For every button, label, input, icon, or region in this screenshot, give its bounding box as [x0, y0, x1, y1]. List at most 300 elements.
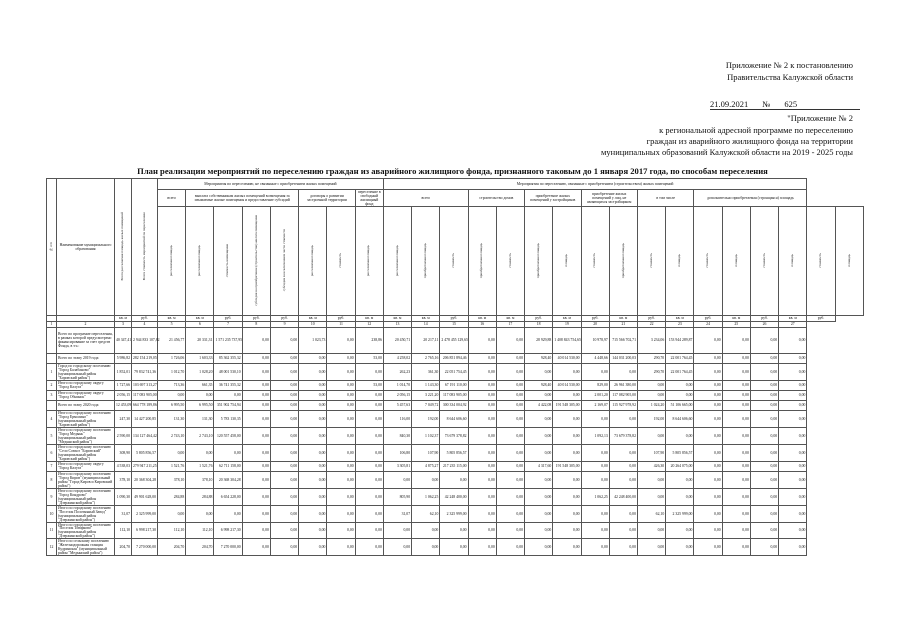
vcol-header-text: площадь: [677, 254, 682, 267]
row-number: 11: [47, 522, 57, 539]
table-row: [47, 461, 864, 471]
row-value: 0,00: [242, 522, 270, 539]
row-value: 0,00: [694, 505, 722, 522]
row-value: 106,80: [383, 444, 411, 461]
row-value: 0,00: [525, 363, 553, 380]
row-value: 2 001,20: [581, 390, 609, 400]
unit-cell: руб.: [637, 315, 665, 321]
row-value: 0,00: [496, 427, 524, 444]
col-total-cost-header-text: Всего стоимость мероприятий по переселению: [141, 212, 146, 281]
row-value: 204,70: [158, 539, 186, 556]
row-value: 40 347,41: [115, 327, 132, 353]
row-value: 0,00: [779, 539, 807, 556]
vcol-header: [355, 206, 383, 315]
vcol-header-text: стоимость: [592, 252, 597, 268]
row-value: 426,30: [637, 461, 665, 471]
row-value: 0,00: [355, 522, 383, 539]
row-value: 1 143,30: [412, 380, 440, 390]
row-value: 36 741 355,32: [214, 380, 242, 390]
row-value: 22 051 754,45: [440, 363, 468, 380]
row-value: 0,00: [553, 539, 581, 556]
row-value: 1 852,01: [115, 363, 132, 380]
row-number: 12: [47, 539, 57, 556]
col-num-header: [47, 179, 57, 316]
row-value: 107,90: [412, 444, 440, 461]
vcol-header-text: приобретаемая площадь: [422, 242, 427, 278]
row-value: 0,00: [581, 363, 609, 380]
row-value: 6 998 217,30: [132, 522, 158, 539]
column-number-cell: 24: [694, 321, 722, 327]
row-value: 0,00: [299, 539, 327, 556]
row-value: 40 014 530,00: [553, 380, 581, 390]
table-row: [47, 400, 864, 410]
unit-cell: кв. м: [186, 315, 214, 321]
row-value: 1 090,30: [115, 488, 132, 505]
row-value: 0,00: [581, 471, 609, 488]
unit-cell: кв. м: [299, 315, 327, 321]
row-value: 664 778 189,86: [132, 400, 158, 410]
row-value: 0,00: [637, 539, 665, 556]
row-value: 0,00: [779, 427, 807, 444]
row-value: 20 450,71: [383, 327, 411, 353]
row-value: 0,00: [694, 380, 722, 390]
row-value: 1 603,33: [186, 353, 214, 363]
column-number-cell: 12: [355, 321, 383, 327]
vcol-header-text: стоимость: [648, 252, 653, 268]
row-value: 0,00: [242, 488, 270, 505]
row-value: 0,00: [750, 461, 778, 471]
decree-number-label: №: [762, 99, 771, 109]
row-value: 0,00: [750, 327, 778, 353]
col-total-area-header: [115, 179, 132, 316]
row-value: 0,00: [270, 471, 298, 488]
row-value: 42 248 400,00: [609, 488, 637, 505]
row-value: 62 711 158,00: [214, 461, 242, 471]
row-value: 0,00: [525, 539, 553, 556]
vcol-header: [666, 206, 694, 315]
row-value: 0,00: [412, 471, 440, 488]
column-number-cell: 16: [468, 321, 496, 327]
row-value: 0,00: [722, 400, 750, 410]
row-value: 0,00: [242, 444, 270, 461]
row-value: 2 478 455 129,65: [440, 327, 468, 353]
row-value: 0,00: [186, 505, 214, 522]
unit-cell: кв. м: [158, 315, 186, 321]
row-value: 0,00: [270, 444, 298, 461]
row-value: 0,00: [750, 505, 778, 522]
row-value: 0,00: [666, 522, 694, 539]
row-value: 0,00: [779, 363, 807, 380]
row-value: 290,70: [637, 353, 665, 363]
row-value: 0,00: [694, 461, 722, 471]
row-value: 0,00: [355, 427, 383, 444]
row-value: 1 521,76: [186, 461, 214, 471]
vcol-header: [242, 206, 270, 315]
table-row: [47, 522, 864, 539]
row-value: 0,00: [779, 400, 807, 410]
row-value: 51 106 665,00: [666, 400, 694, 410]
row-value: 0,00: [553, 390, 581, 400]
row-value: 14 427 200,85: [132, 410, 158, 427]
column-number-cell: 18: [525, 321, 553, 327]
unit-cell: кв. м: [412, 315, 440, 321]
row-value: 20 368 304,28: [132, 471, 158, 488]
row-value: 0,00: [327, 427, 355, 444]
row-value: 0,00: [525, 390, 553, 400]
row-value: 0,00: [299, 505, 327, 522]
column-number-cell: 13: [383, 321, 411, 327]
row-value: 79 832 741,36: [132, 363, 158, 380]
row-value: 247,30: [115, 410, 132, 427]
unit-cell: руб.: [750, 315, 778, 321]
vcol-header: [722, 206, 750, 315]
row-value: 67 191 110,00: [440, 380, 468, 390]
unit-cell: руб.: [214, 315, 242, 321]
row-value: 0,00: [355, 400, 383, 410]
row-value: 131,30: [186, 410, 214, 427]
row-value: 0,00: [468, 461, 496, 471]
row-value: 0,00: [158, 505, 186, 522]
row-number: 3: [47, 390, 57, 400]
row-value: 0,00: [694, 444, 722, 461]
group-left-header: Мероприятия по переселению, не связанные с приобретением жилых помещений: [158, 179, 384, 190]
row-value: 0,00: [440, 522, 468, 539]
row-value: 0,00: [581, 410, 609, 427]
row-value: 0,00: [270, 488, 298, 505]
row-value: 0,00: [468, 471, 496, 488]
row-value: 7 270 000,00: [214, 539, 242, 556]
column-number-cell: 11: [327, 321, 355, 327]
row-number: [47, 400, 57, 410]
vcol-header: [186, 206, 214, 315]
vcol-header-text: площадь: [733, 254, 738, 267]
row-value: 2 944 833 107,82: [132, 327, 158, 353]
vcol-header: [553, 206, 581, 315]
row-value: 308,90: [115, 444, 132, 461]
row-value: 217 235 115,00: [440, 461, 468, 471]
column-number-cell: 20: [581, 321, 609, 327]
row-value: 0,00: [242, 410, 270, 427]
unit-cell: кв. м: [115, 315, 132, 321]
column-number-cell: 23: [666, 321, 694, 327]
row-value: 85 362 355,32: [214, 353, 242, 363]
row-value: 22 001 764,45: [666, 353, 694, 363]
row-name: Итого по городскому округу "Город Обнинск": [57, 390, 115, 400]
row-value: 361,30: [412, 363, 440, 380]
row-value: 0,00: [581, 461, 609, 471]
row-value: 0,00: [468, 410, 496, 427]
row-value: 0,00: [496, 488, 524, 505]
row-value: 0,00: [750, 471, 778, 488]
row-value: 0,00: [525, 505, 553, 522]
appendix-program-line-3: граждан из аварийного жилищного фонда на территории: [646, 136, 853, 146]
row-value: 0,00: [581, 522, 609, 539]
row-value: 28 929,88: [525, 327, 553, 353]
row-value: 0,00: [750, 522, 778, 539]
row-value: 0,00: [270, 505, 298, 522]
row-value: 0,00: [694, 488, 722, 505]
row-value: 1 014,70: [383, 380, 411, 390]
row-value: 4 317,60: [525, 461, 553, 471]
row-value: 3 221,20: [412, 390, 440, 400]
row-value: 0,00: [270, 410, 298, 427]
row-value: 153 944 289,87: [666, 327, 694, 353]
row-value: 0,00: [186, 390, 214, 400]
vcol-header: [525, 206, 553, 315]
row-value: 0,00: [694, 410, 722, 427]
appendix-line-1: Приложение № 2 к постановлению: [725, 60, 853, 70]
row-value: 0,00: [496, 353, 524, 363]
row-value: 0,00: [412, 539, 440, 556]
vcol-header: [214, 206, 242, 315]
row-value: 0,00: [553, 363, 581, 380]
row-name: Итого по городскому поселению "Город Кондрово" (муниципальный район "Дзержинский район"): [57, 488, 115, 505]
row-value: 49 901 628,00: [132, 488, 158, 505]
row-value: 6 995,50: [186, 400, 214, 410]
row-value: 0,00: [722, 363, 750, 380]
row-value: 2 325 999,00: [666, 505, 694, 522]
row-value: 2 056,15: [383, 390, 411, 400]
row-value: 116,00: [383, 410, 411, 427]
row-value: 0,00: [299, 461, 327, 471]
row-value: 26 961 380,00: [609, 380, 637, 390]
col-name-header: Наименование муниципального образования: [57, 179, 115, 316]
row-number: [47, 353, 57, 363]
row-value: 4 422,08: [525, 400, 553, 410]
unit-cell: руб.: [807, 315, 835, 321]
row-value: 0,00: [468, 427, 496, 444]
row-value: 6 995,50: [158, 400, 186, 410]
row-value: 40 014 530,00: [553, 353, 581, 363]
row-value: 0,00: [355, 539, 383, 556]
row-value: 0,00: [525, 427, 553, 444]
row-number: 4: [47, 410, 57, 427]
row-value: 0,00: [270, 327, 298, 353]
row-value: 0,00: [242, 363, 270, 380]
vcol-header: [609, 206, 637, 315]
row-value: 661,35: [186, 380, 214, 390]
row-value: 0,00: [327, 400, 355, 410]
row-value: 4 538,03: [115, 461, 132, 471]
vcol-header: [383, 206, 411, 315]
row-value: 53,00: [355, 380, 383, 390]
column-number-cell: 5: [158, 321, 186, 327]
column-number-cell: 4: [132, 321, 158, 327]
row-value: 0,00: [355, 505, 383, 522]
row-value: 0,00: [694, 400, 722, 410]
unit-cell: руб.: [327, 315, 355, 321]
row-value: 0,00: [750, 488, 778, 505]
row-value: 204,70: [186, 539, 214, 556]
row-value: 0,00: [468, 363, 496, 380]
column-number-cell: 3: [115, 321, 132, 327]
row-value: 5 805 856,57: [132, 444, 158, 461]
row-value: 0,00: [270, 363, 298, 380]
row-value: 0,00: [242, 461, 270, 471]
row-number: 1: [47, 363, 57, 380]
row-value: 0,00: [750, 363, 778, 380]
row-value: 0,00: [440, 539, 468, 556]
col-num-header-text: № п/п: [48, 241, 53, 252]
row-value: 206 851 894,46: [440, 353, 468, 363]
row-value: 378,10: [158, 471, 186, 488]
row-value: 20 264 075,00: [666, 461, 694, 471]
row-value: 0,00: [327, 539, 355, 556]
row-value: 112,10: [158, 522, 186, 539]
row-name: Итого по сельскому поселению "Железнодорожная станция Кудринская" (муниципальный район "Медынский район"): [57, 539, 115, 556]
unit-cell: кв. м: [383, 315, 411, 321]
row-value: 0,00: [468, 539, 496, 556]
row-value: 73 679 378,82: [609, 427, 637, 444]
table-row: [47, 363, 864, 380]
row-value: 2 169,07: [581, 400, 609, 410]
column-number-cell: 1: [47, 321, 57, 327]
row-number: 6: [47, 444, 57, 461]
unit-cell: кв. м: [553, 315, 581, 321]
row-value: 0,00: [779, 505, 807, 522]
row-value: 31,07: [383, 505, 411, 522]
row-value: 0,00: [609, 461, 637, 471]
unit-cell: руб.: [132, 315, 158, 321]
vcol-header-text: площадь: [564, 254, 569, 267]
row-name: Всего по этапу 2019 года: [57, 353, 115, 363]
row-value: 0,00: [553, 444, 581, 461]
row-value: 0,00: [214, 390, 242, 400]
row-value: 0,00: [666, 427, 694, 444]
row-number: 7: [47, 461, 57, 471]
unit-cell: кв. м: [779, 315, 807, 321]
column-number-cell: 14: [412, 321, 440, 327]
row-value: 1 408 843 754,65: [553, 327, 581, 353]
row-value: 1 521,76: [158, 461, 186, 471]
vcol-header: [158, 206, 186, 315]
vcol-header-text: субсидия на приобретение (строительство) жилого помещения: [253, 215, 258, 306]
row-value: 1 062,25: [412, 488, 440, 505]
unit-cell: руб.: [270, 315, 298, 321]
vcol-header: [807, 206, 835, 315]
row-value: 0,00: [158, 390, 186, 400]
vcol-header: [835, 206, 863, 315]
row-value: 0,00: [299, 410, 327, 427]
row-value: 0,00: [525, 471, 553, 488]
row-value: 6 998 217,30: [214, 522, 242, 539]
row-value: 0,00: [722, 444, 750, 461]
row-value: 0,00: [581, 505, 609, 522]
row-value: 840,30: [383, 427, 411, 444]
row-value: 0,00: [468, 390, 496, 400]
vcol-header: [637, 206, 665, 315]
vcol-header-text: расселяемая площадь: [310, 244, 314, 277]
row-value: 10 978,97: [581, 327, 609, 353]
row-value: 0,00: [666, 471, 694, 488]
column-number-cell: 15: [440, 321, 468, 327]
row-value: 284,88: [158, 488, 186, 505]
row-value: 0,00: [270, 390, 298, 400]
table-row: [47, 353, 864, 363]
sub-dogovor: договоры о развитии застроенной территории: [299, 190, 355, 207]
row-value: 0,00: [468, 380, 496, 390]
group-right-header: Мероприятия по переселению, связанные с приобретением (строительством) жилых помещений: [383, 179, 807, 190]
row-value: 0,00: [327, 488, 355, 505]
row-value: 0,00: [722, 461, 750, 471]
row-value: 378,10: [186, 471, 214, 488]
row-value: 53,00: [355, 353, 383, 363]
column-number-cell: 26: [750, 321, 778, 327]
row-value: 5 783 130,35: [214, 410, 242, 427]
row-value: 0,00: [355, 410, 383, 427]
row-value: 2 590,00: [115, 427, 132, 444]
row-value: 0,00: [496, 380, 524, 390]
vcol-header-text: расселяемая площадь: [197, 244, 202, 277]
row-value: 20 217,11: [412, 327, 440, 353]
row-value: 0,00: [242, 353, 270, 363]
row-name: Итого по городскому округу "Город Калуга": [57, 380, 115, 390]
row-value: 928,40: [525, 353, 553, 363]
table-row: [47, 410, 864, 427]
row-value: 103 697 313,27: [132, 380, 158, 390]
row-value: 0,00: [327, 353, 355, 363]
row-value: 0,00: [779, 444, 807, 461]
row-value: 300 334 004,92: [440, 400, 468, 410]
row-value: 0,00: [779, 410, 807, 427]
vcol-header-text: приобретаемая площадь: [479, 242, 484, 278]
row-value: 0,00: [525, 410, 553, 427]
vcol-header: [440, 206, 468, 315]
row-value: 0,00: [355, 390, 383, 400]
row-name: Город по городскому поселению "Город Балабаново" (муниципальный район "Боровский район"): [57, 363, 115, 380]
row-value: 0,00: [299, 444, 327, 461]
sub-build: строительство домов: [468, 190, 524, 207]
row-value: 0,00: [553, 522, 581, 539]
sub-other: переселение в свободный жилищный фонд: [355, 190, 383, 207]
sub-buy-other: приобретение жилых помещений у лиц, не являющихся застройщиком: [581, 190, 637, 207]
row-value: 0,00: [722, 522, 750, 539]
row-value: 0,00: [468, 488, 496, 505]
row-value: 0,00: [637, 380, 665, 390]
column-number-cell: 9: [270, 321, 298, 327]
row-value: 0,00: [355, 471, 383, 488]
col-total-area-header-text: Всего расселяемая площадь жилых помещений: [120, 212, 125, 281]
row-value: 0,00: [270, 461, 298, 471]
row-value: 0,00: [496, 471, 524, 488]
row-value: 0,00: [242, 380, 270, 390]
row-name: Итого по городскому поселению "Поселок Полотняный Завод" (муниципальный район "Дзержинский район"): [57, 505, 115, 522]
unit-cell: кв. м: [496, 315, 524, 321]
column-number-cell: 17: [496, 321, 524, 327]
unit-cell: руб.: [440, 315, 468, 321]
row-value: 0,00: [637, 427, 665, 444]
row-value: 0,00: [722, 427, 750, 444]
row-value: 107,90: [637, 444, 665, 461]
row-value: 0,00: [779, 390, 807, 400]
row-value: 1 571 235 737,95: [214, 327, 242, 353]
row-value: 0,00: [383, 471, 411, 488]
row-value: 0,00: [666, 380, 694, 390]
unit-cell: руб.: [694, 315, 722, 321]
row-value: 5 457,63: [383, 400, 411, 410]
row-value: 7 049,72: [412, 400, 440, 410]
row-value: 4 875,27: [412, 461, 440, 471]
row-value: 117 082 905,00: [609, 390, 637, 400]
row-value: 0,00: [468, 444, 496, 461]
row-value: 0,00: [694, 353, 722, 363]
row-value: 1 028,20: [186, 363, 214, 380]
row-value: 112,10: [186, 522, 214, 539]
relocation-plan-table: [46, 178, 864, 556]
row-value: 0,00: [581, 444, 609, 461]
row-number: 10: [47, 505, 57, 522]
row-value: 4 258,02: [383, 353, 411, 363]
